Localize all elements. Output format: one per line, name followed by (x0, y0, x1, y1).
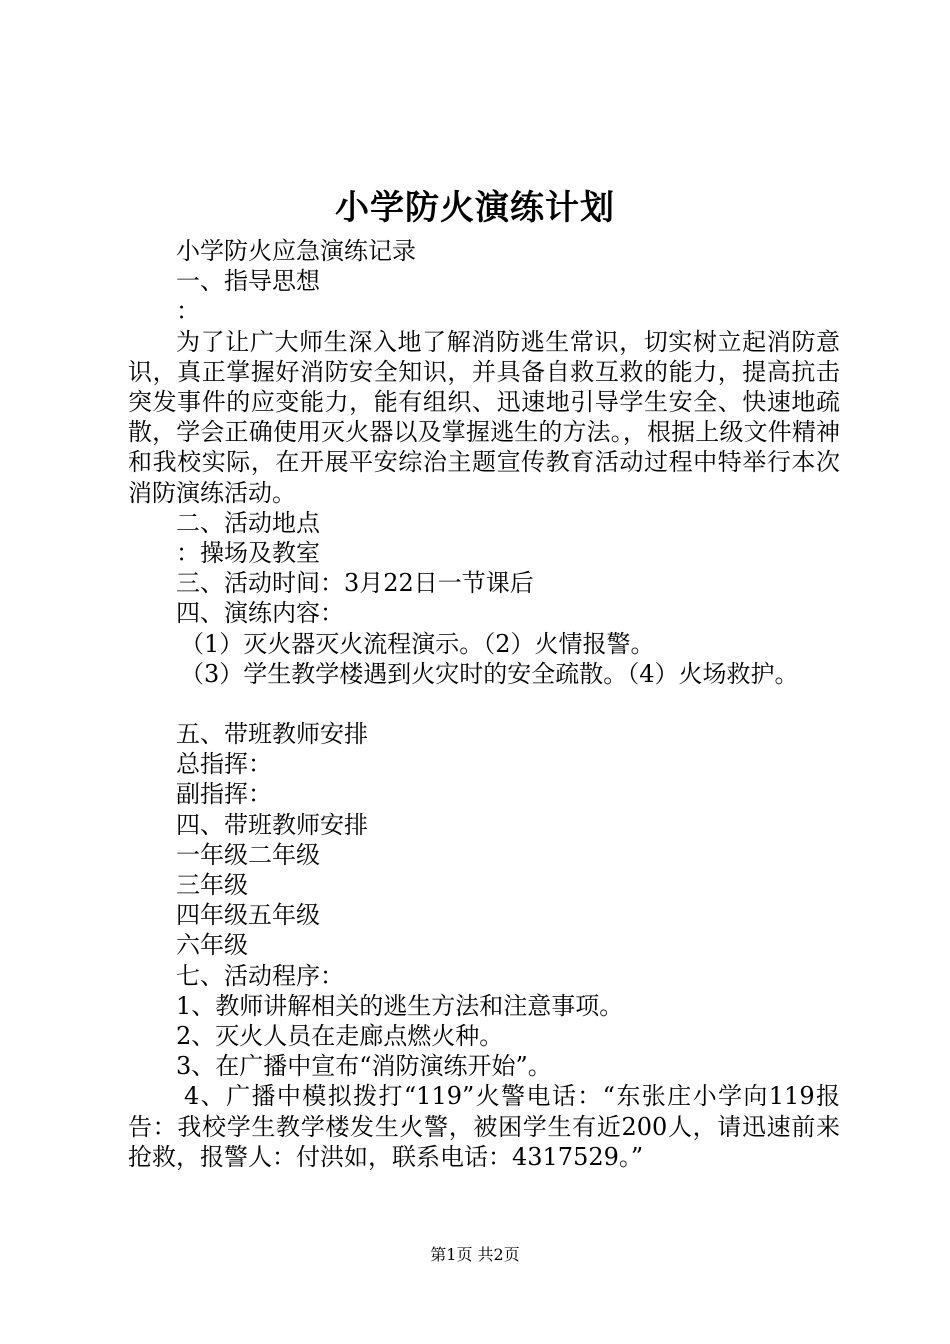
text-line: 六年级 (176, 931, 248, 960)
text-line: 总指挥： (176, 750, 272, 779)
section-heading: 二、活动地点 (176, 508, 320, 537)
text-line: ：操场及教室 (176, 538, 320, 567)
list-item: （3）学生教学楼遇到火灾时的安全疏散。（4）火场救护。 (180, 659, 799, 688)
text-line: 三年级 (176, 871, 248, 900)
paragraph: 为了让广大师生深入地了解消防逃生常识，切实树立起消防意识，真正掌握好消防安全知识，并具备自救互救的能力，提高抗击突发事件的应变能力，能有组织、迅速地引导学生安全、快速地疏散，学会正确使用灭火器以及掌握逃生的方法。，根据上级文件精神和我校实际，在开展平安综治主题宣传教育活动过程中特举行本次消防演练活动。 (128, 327, 840, 507)
blank-line (128, 689, 840, 719)
list-item: 1、教师讲解相关的逃生方法和注意事项。 (176, 991, 624, 1020)
page-footer: 第1页 共2页 (430, 1245, 520, 1264)
text-line: 一年级二年级 (176, 840, 320, 869)
document-title: 小学防火演练计划 (335, 188, 615, 228)
text-line: 副指挥： (176, 780, 272, 809)
section-heading: 四、带班教师安排 (176, 810, 368, 839)
section-heading: 四、演练内容： (176, 599, 344, 628)
list-item: （1）灭火器灭火流程演示。（2）火情报警。 (180, 629, 655, 658)
subtitle-line: 小学防火应急演练记录 (176, 237, 416, 265)
text-line: ： (176, 297, 200, 326)
section-heading: 三、活动时间：3月22日一节课后 (176, 569, 534, 598)
text-line: 四年级五年级 (176, 901, 320, 930)
section-heading: 七、活动程序： (176, 961, 344, 990)
section-heading: 五、带班教师安排 (176, 720, 368, 749)
list-item: 3、在广播中宣布“消防演练开始”。 (176, 1052, 552, 1081)
section-heading: 一、指导思想 (176, 267, 320, 296)
paragraph: 4、广播中模拟拨打“119”火警电话：“东张庄小学向119报告：我校学生教学楼发生火警，被困学生有近200人，请迅速前来抢救，报警人：付洪如，联系电话：4317529。” (128, 1082, 840, 1171)
document-body (128, 236, 840, 1172)
list-item: 2、灭火人员在走廊点燃火种。 (176, 1021, 504, 1050)
